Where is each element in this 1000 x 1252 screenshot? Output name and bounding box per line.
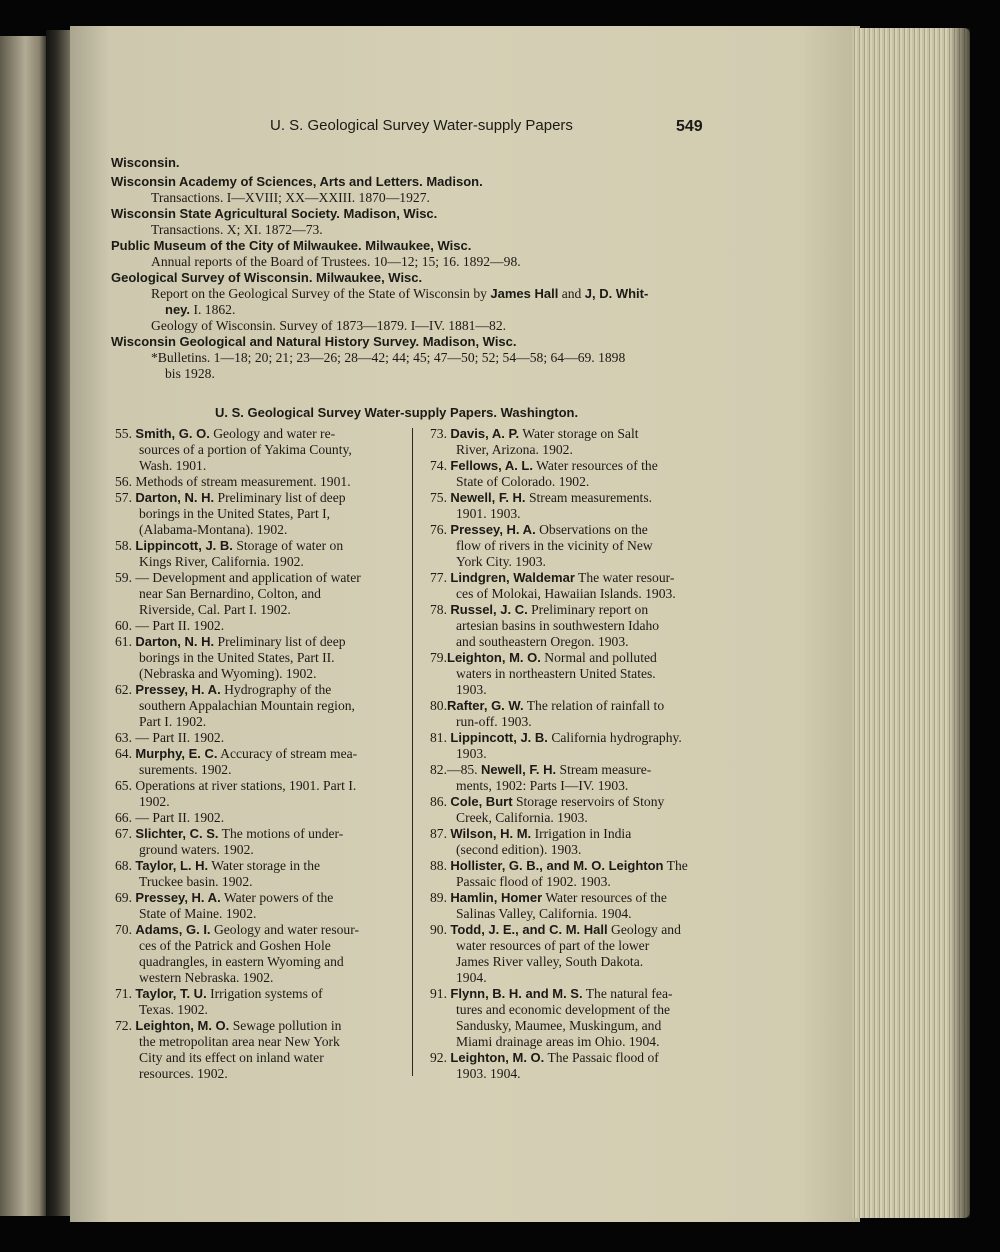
title-text: Geology and water re-: [213, 426, 336, 441]
author-name: Pressey, H. A.: [135, 682, 221, 697]
item-number: 77.: [430, 570, 447, 585]
item-number: 78.: [430, 602, 447, 617]
author-name: Lindgren, Waldemar: [450, 570, 575, 585]
title-text: The natural fea-: [585, 986, 673, 1001]
item-number: 58.: [115, 538, 132, 553]
author-name: Taylor, L. H.: [135, 858, 209, 873]
continuation-line: sources of a portion of Yakima County,: [139, 442, 352, 457]
item-number: 80.: [430, 698, 447, 713]
title-text: The: [666, 858, 688, 873]
author-name: Newell, F. H.: [480, 762, 557, 777]
item-number: 79.: [430, 650, 447, 665]
author-name: Hollister, G. B., and M. O. Leighton: [450, 858, 664, 873]
title-text: California hydrography.: [551, 730, 682, 745]
author-name: Lippincott, J. B.: [135, 538, 233, 553]
continuation-line: and southeastern Oregon. 1903.: [456, 634, 629, 649]
author-name: Todd, J. E., and C. M. Hall: [450, 922, 608, 937]
continuation-line: artesian basins in southwestern Idaho: [456, 618, 660, 633]
item-number: 56.: [115, 474, 132, 489]
institution-heading: Wisconsin Academy of Sciences, Arts and Letters. Madison.: [111, 174, 483, 189]
item-number: 60.: [115, 618, 132, 633]
author-name: James Hall: [490, 286, 559, 301]
title-text: Irrigation in India: [534, 826, 632, 841]
author-name: Fellows, A. L.: [450, 458, 533, 473]
running-head: U. S. Geological Survey Water-supply Papers: [270, 117, 573, 134]
author-name: Lippincott, J. B.: [450, 730, 548, 745]
title-text: The relation of rainfall to: [526, 698, 665, 713]
holdings-text: and: [561, 286, 582, 301]
continuation-line: 1902.: [139, 794, 170, 809]
holdings-line: [151, 286, 648, 302]
title-text: Water storage on Salt: [522, 426, 639, 441]
continuation-line: borings in the United States, Part II.: [139, 650, 335, 665]
continuation-line: River, Arizona. 1902.: [456, 442, 573, 457]
continuation-line: State of Maine. 1902.: [139, 906, 257, 921]
holdings-line: Geology of Wisconsin. Survey of 1873—1879. I—IV. 1881—82.: [151, 318, 507, 333]
continuation-line: Sandusky, Maumee, Muskingum, and: [456, 1018, 662, 1033]
holdings-line: *Bulletins. 1—18; 20; 21; 23—26; 28—42; 44; 45; 47—50; 52; 54—58; 64—69. 1898: [151, 350, 626, 365]
title-text: Preliminary report on: [531, 602, 649, 617]
title-text: Sewage pollution in: [232, 1018, 342, 1033]
continuation-line: resources. 1902.: [139, 1066, 228, 1081]
page-block-edges: [852, 28, 970, 1218]
author-name: Adams, G. I.: [135, 922, 211, 937]
list-item: [430, 858, 688, 874]
continuation-line: 1903. 1904.: [456, 1066, 521, 1081]
author-name: Pressey, H. A.: [135, 890, 221, 905]
list-item: [115, 778, 356, 794]
title-text: Preliminary list of deep: [217, 634, 346, 649]
author-name: Slichter, C. S.: [135, 826, 219, 841]
column-divider: [412, 428, 413, 1076]
state-heading: Wisconsin.: [111, 155, 180, 170]
list-item: [430, 426, 639, 442]
continuation-line: run-off. 1903.: [456, 714, 532, 729]
item-number: 63.: [115, 730, 132, 745]
institution-heading: Public Museum of the City of Milwaukee. Milwaukee, Wisc.: [111, 238, 472, 253]
continuation-line: (Nebraska and Wyoming). 1902.: [139, 666, 317, 681]
continuation-line: surements. 1902.: [139, 762, 232, 777]
list-item: [115, 922, 359, 938]
list-item: [115, 634, 346, 650]
continuation-line: Passaic flood of 1902. 1903.: [456, 874, 611, 889]
title-text: Water resources of the: [536, 458, 658, 473]
continuation-line: near San Bernardino, Colton, and: [139, 586, 321, 601]
item-number: 75.: [430, 490, 447, 505]
item-number: 82.—85.: [430, 762, 478, 777]
continuation-line: Truckee basin. 1902.: [139, 874, 253, 889]
continuation-line: (Alabama-Montana). 1902.: [139, 522, 288, 537]
title-text: Stream measurements.: [528, 490, 653, 505]
list-item: [115, 490, 346, 506]
list-item: [430, 602, 648, 618]
title-text: Preliminary list of deep: [217, 490, 346, 505]
continuation-line: Salinas Valley, California. 1904.: [456, 906, 632, 921]
author-name: Murphy, E. C.: [135, 746, 218, 761]
holdings-text: I. 1862.: [193, 302, 236, 317]
title-text: Accuracy of stream mea-: [220, 746, 358, 761]
title-text: Irrigation systems of: [210, 986, 323, 1001]
title-text: The Passaic flood of: [547, 1050, 659, 1065]
author-name: Darton, N. H.: [135, 634, 215, 649]
item-number: 69.: [115, 890, 132, 905]
continuation-line: Creek, California. 1903.: [456, 810, 588, 825]
continuation-line: Miami drainage areas im Ohio. 1904.: [456, 1034, 660, 1049]
author-name: Russel, J. C.: [450, 602, 528, 617]
item-number: 61.: [115, 634, 132, 649]
list-item: [115, 474, 351, 490]
continuation-line: 1903.: [456, 746, 487, 761]
continuation-line: Wash. 1901.: [139, 458, 207, 473]
item-number: 70.: [115, 922, 132, 937]
continuation-line: southern Appalachian Mountain region,: [139, 698, 355, 713]
item-number: 59.: [115, 570, 132, 585]
continuation-line: Riverside, Cal. Part I. 1902.: [139, 602, 291, 617]
holdings-line: bis 1928.: [165, 366, 215, 381]
list-item: [115, 618, 224, 634]
title-text: Water storage in the: [211, 858, 321, 873]
title-text: Operations at river stations, 1901. Part I.: [135, 778, 357, 793]
item-number: 67.: [115, 826, 132, 841]
title-text: Geology and water resour-: [213, 922, 360, 937]
title-text: Water powers of the: [223, 890, 334, 905]
book-gutter: [46, 30, 72, 1216]
list-item: [430, 730, 682, 746]
continuation-line: State of Colorado. 1902.: [456, 474, 590, 489]
continuation-line: ces of Molokai, Hawaiian Islands. 1903.: [456, 586, 676, 601]
author-name: J, D. Whit-: [584, 286, 649, 301]
author-name: Cole, Burt: [450, 794, 513, 809]
title-text: Storage reservoirs of Stony: [515, 794, 665, 809]
title-text: — Part II. 1902.: [135, 810, 225, 825]
list-item: [115, 890, 333, 906]
item-number: 64.: [115, 746, 132, 761]
title-text: Methods of stream measurement. 1901.: [135, 474, 351, 489]
item-number: 86.: [430, 794, 447, 809]
title-text: Water resources of the: [545, 890, 667, 905]
list-item: [430, 986, 673, 1002]
section-heading: U. S. Geological Survey Water-supply Papers. Washington.: [215, 405, 579, 420]
item-number: 73.: [430, 426, 447, 441]
title-text: Normal and polluted: [544, 650, 657, 665]
list-item: [430, 794, 664, 810]
holdings-line: Transactions. I—XVIII; XX—XXIII. 1870—1927.: [151, 190, 430, 205]
item-number: 76.: [430, 522, 447, 537]
title-text: — Development and application of water: [135, 570, 361, 585]
item-number: 72.: [115, 1018, 132, 1033]
holdings-text: Report on the Geological Survey of the State of Wisconsin by: [151, 286, 487, 301]
list-item: [430, 458, 658, 474]
author-name: Pressey, H. A.: [450, 522, 536, 537]
list-item: [430, 522, 648, 538]
author-name: Leighton, M. O.: [450, 1050, 545, 1065]
continuation-line: quadrangles, in eastern Wyoming and: [139, 954, 344, 969]
author-name: Davis, A. P.: [450, 426, 520, 441]
list-item: [430, 490, 652, 506]
list-item: [430, 1050, 659, 1066]
continuation-line: City and its effect on inland water: [139, 1050, 324, 1065]
continuation-line: flow of rivers in the vicinity of New: [456, 538, 653, 553]
author-name: Darton, N. H.: [135, 490, 215, 505]
title-text: — Part II. 1902.: [135, 618, 225, 633]
title-text: Observations on the: [539, 522, 648, 537]
institution-heading: Wisconsin State Agricultural Society. Madison, Wisc.: [111, 206, 438, 221]
list-item: [115, 810, 224, 826]
item-number: 68.: [115, 858, 132, 873]
continuation-line: 1901. 1903.: [456, 506, 521, 521]
title-text: Stream measure-: [559, 762, 652, 777]
author-name: Wilson, H. M.: [450, 826, 532, 841]
list-item: [115, 682, 331, 698]
title-text: Storage of water on: [236, 538, 344, 553]
continuation-line: ground waters. 1902.: [139, 842, 254, 857]
list-item: [115, 986, 323, 1002]
continuation-line: 1904.: [456, 970, 487, 985]
continuation-line: James River valley, South Dakota.: [456, 954, 644, 969]
item-number: 57.: [115, 490, 132, 505]
list-item: [115, 826, 343, 842]
continuation-line: western Nebraska. 1902.: [139, 970, 274, 985]
title-text: The water resour-: [578, 570, 675, 585]
list-item: [430, 890, 667, 906]
list-item: [115, 538, 343, 554]
title-text: — Part II. 1902.: [135, 730, 225, 745]
facing-page-edge: [0, 36, 46, 1216]
holdings-line: [165, 302, 235, 318]
item-number: 91.: [430, 986, 447, 1001]
list-item: [430, 650, 657, 666]
continuation-line: waters in northeastern United States.: [456, 666, 656, 681]
item-number: 66.: [115, 810, 132, 825]
title-text: Hydrography of the: [224, 682, 332, 697]
continuation-line: Kings River, California. 1902.: [139, 554, 304, 569]
item-number: 87.: [430, 826, 447, 841]
title-text: Geology and: [611, 922, 681, 937]
holdings-line: Annual reports of the Board of Trustees. 10—12; 15; 16. 1892—98.: [151, 254, 521, 269]
author-name: Flynn, B. H. and M. S.: [450, 986, 583, 1001]
continuation-line: ments, 1902: Parts I—IV. 1903.: [456, 778, 629, 793]
list-item: [115, 1018, 341, 1034]
item-number: 74.: [430, 458, 447, 473]
list-item: [430, 698, 664, 714]
author-name: Leighton, M. O.: [135, 1018, 230, 1033]
institution-heading: Wisconsin Geological and Natural History Survey. Madison, Wisc.: [111, 334, 517, 349]
author-name: Rafter, G. W.: [447, 698, 524, 713]
author-name: Smith, G. O.: [135, 426, 210, 441]
list-item: [115, 570, 361, 586]
list-item: [430, 570, 674, 586]
list-item: [115, 746, 357, 762]
item-number: 71.: [115, 986, 132, 1001]
institution-heading: Geological Survey of Wisconsin. Milwaukee, Wisc.: [111, 270, 423, 285]
continuation-line: the metropolitan area near New York: [139, 1034, 340, 1049]
list-item: [115, 730, 224, 746]
author-name: Taylor, T. U.: [135, 986, 207, 1001]
item-number: 81.: [430, 730, 447, 745]
continuation-line: (second edition). 1903.: [456, 842, 582, 857]
item-number: 92.: [430, 1050, 447, 1065]
continuation-line: Texas. 1902.: [139, 1002, 208, 1017]
item-number: 65.: [115, 778, 132, 793]
continuation-line: tures and economic development of the: [456, 1002, 671, 1017]
list-item: [430, 826, 631, 842]
list-item: [430, 922, 681, 938]
item-number: 90.: [430, 922, 447, 937]
continuation-line: water resources of part of the lower: [456, 938, 650, 953]
title-text: The motions of under-: [221, 826, 344, 841]
author-name: Leighton, M. O.: [447, 650, 541, 665]
continuation-line: borings in the United States, Part I,: [139, 506, 331, 521]
item-number: 55.: [115, 426, 132, 441]
item-number: 89.: [430, 890, 447, 905]
author-name: ney.: [165, 302, 191, 317]
author-name: Hamlin, Homer: [450, 890, 543, 905]
continuation-line: 1903.: [456, 682, 487, 697]
list-item: [115, 426, 335, 442]
continuation-line: Part I. 1902.: [139, 714, 207, 729]
holdings-line: Transactions. X; XI. 1872—73.: [151, 222, 323, 237]
item-number: 88.: [430, 858, 447, 873]
item-number: 62.: [115, 682, 132, 697]
list-item: [115, 858, 320, 874]
continuation-line: York City. 1903.: [456, 554, 546, 569]
list-item: [430, 762, 651, 778]
page-number: 549: [676, 118, 703, 135]
continuation-line: ces of the Patrick and Goshen Hole: [139, 938, 331, 953]
author-name: Newell, F. H.: [450, 490, 526, 505]
